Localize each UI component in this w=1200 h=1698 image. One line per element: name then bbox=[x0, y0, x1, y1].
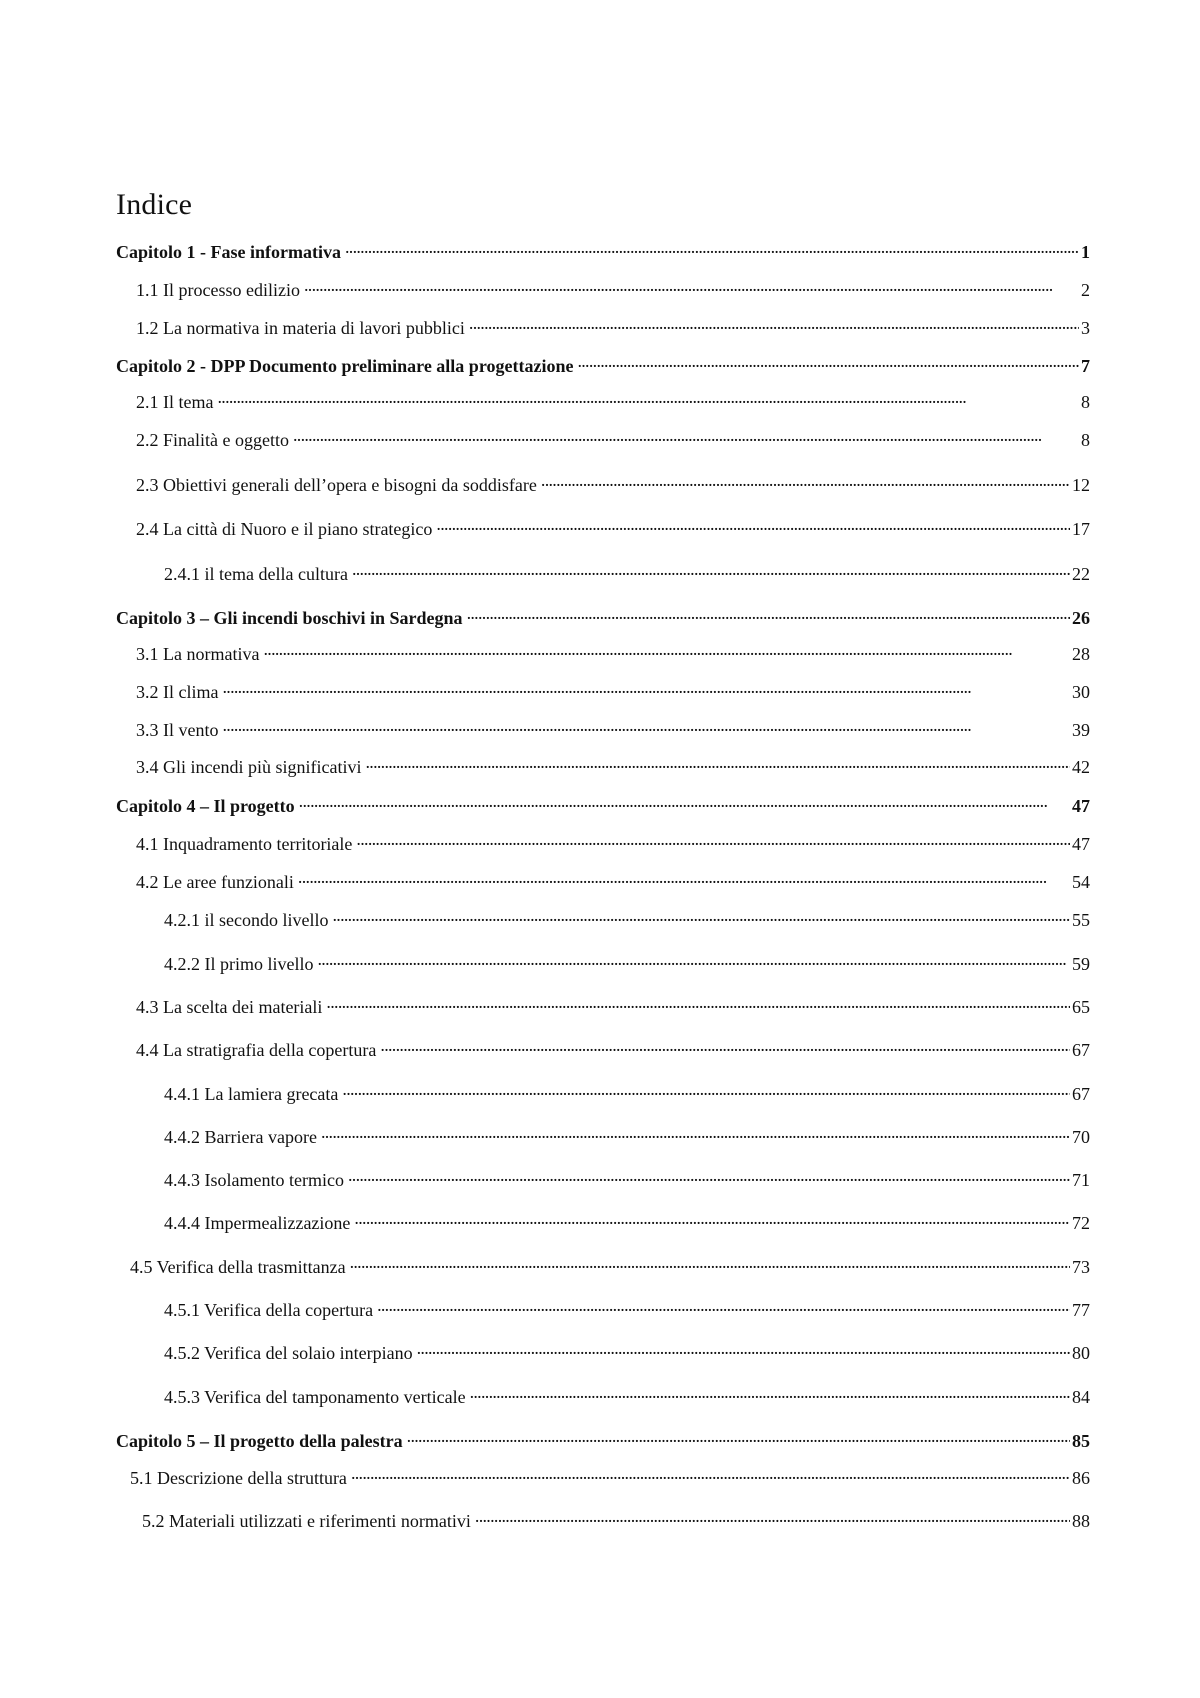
toc-entry-page-number: 30 bbox=[1072, 682, 1090, 702]
toc-entry-17[interactable] bbox=[136, 866, 1090, 893]
toc-entry-8[interactable] bbox=[136, 513, 1090, 540]
toc-entry-4[interactable] bbox=[116, 350, 1090, 377]
toc-entry-6[interactable] bbox=[136, 424, 1090, 451]
toc-entry-19[interactable] bbox=[164, 948, 1090, 975]
toc-entry-20[interactable] bbox=[136, 991, 1090, 1018]
toc-entry-page-number: 65 bbox=[1072, 997, 1090, 1017]
toc-dot-leader bbox=[436, 513, 1070, 535]
toc-entry-25[interactable] bbox=[164, 1207, 1090, 1234]
toc-entry-page-number: 67 bbox=[1072, 1040, 1090, 1060]
toc-entry-title: 2.4.1 il tema della cultura bbox=[164, 564, 348, 584]
toc-entry-title: 2.4 La città di Nuoro e il piano strategico bbox=[136, 519, 433, 539]
toc-dot-leader bbox=[467, 602, 1070, 624]
toc-dot-leader bbox=[348, 1164, 1070, 1186]
toc-entry-title: 4.4.4 Impermealizzazione bbox=[164, 1213, 351, 1233]
toc-entry-9[interactable] bbox=[164, 558, 1090, 585]
toc-entry-page-number: 77 bbox=[1072, 1300, 1090, 1320]
toc-entry-page-number: 12 bbox=[1072, 475, 1090, 495]
toc-entry-7[interactable] bbox=[136, 469, 1090, 496]
toc-entry-title: 1.1 Il processo edilizio bbox=[136, 280, 300, 300]
toc-dot-leader bbox=[541, 469, 1070, 491]
toc-dot-leader bbox=[326, 991, 1070, 1013]
toc-entry-27[interactable] bbox=[164, 1294, 1090, 1321]
toc-entry-page-number: 72 bbox=[1072, 1213, 1090, 1233]
toc-entry-page-number: 2 bbox=[1081, 280, 1090, 300]
toc-entry-page-number: 88 bbox=[1072, 1511, 1090, 1531]
toc-entry-18[interactable] bbox=[164, 904, 1090, 931]
toc-dot-leader bbox=[577, 350, 1079, 372]
toc-dot-leader bbox=[332, 904, 1070, 926]
toc-entry-title: 4.3 La scelta dei materiali bbox=[136, 997, 323, 1017]
toc-dot-leader bbox=[377, 1294, 1070, 1316]
toc-dot-leader bbox=[365, 751, 1070, 773]
toc-entry-title: 4.1 Inquadramento territoriale bbox=[136, 834, 353, 854]
toc-dot-leader bbox=[342, 1078, 1070, 1100]
toc-dot-leader bbox=[352, 558, 1070, 580]
toc-entry-page-number: 86 bbox=[1072, 1468, 1090, 1488]
toc-entry-2[interactable] bbox=[136, 274, 1090, 301]
toc-entry-title: 4.5.1 Verifica della copertura bbox=[164, 1300, 374, 1320]
toc-entry-3[interactable] bbox=[136, 312, 1090, 339]
toc-entry-29[interactable] bbox=[164, 1381, 1090, 1408]
toc-entry-title: 4.2.2 Il primo livello bbox=[164, 954, 314, 974]
toc-entry-32[interactable] bbox=[142, 1505, 1090, 1532]
toc-dot-leader bbox=[317, 948, 1070, 970]
toc-entry-title: 5.1 Descrizione della struttura bbox=[130, 1468, 347, 1488]
toc-entry-11[interactable] bbox=[136, 638, 1090, 665]
toc-entry-page-number: 71 bbox=[1072, 1170, 1090, 1190]
toc-entry-title: 2.1 Il tema bbox=[136, 392, 214, 412]
toc-dot-leader bbox=[293, 424, 1079, 446]
toc-dot-leader bbox=[469, 312, 1079, 334]
toc-entry-title: Capitolo 1 - Fase informativa bbox=[116, 242, 341, 262]
toc-entry-title: 1.2 La normativa in materia di lavori pubblici bbox=[136, 318, 465, 338]
toc-entry-title: 5.2 Materiali utilizzati e riferimenti normativi bbox=[142, 1511, 471, 1531]
toc-entry-page-number: 59 bbox=[1072, 954, 1090, 974]
toc-dot-leader bbox=[223, 714, 1071, 736]
toc-dot-leader bbox=[356, 828, 1070, 850]
toc-entry-page-number: 42 bbox=[1072, 757, 1090, 777]
toc-entry-title: 4.4.1 La lamiera grecata bbox=[164, 1084, 339, 1104]
toc-entry-24[interactable] bbox=[164, 1164, 1090, 1191]
toc-entry-31[interactable] bbox=[130, 1462, 1090, 1489]
toc-entry-page-number: 54 bbox=[1072, 872, 1090, 892]
toc-dot-leader bbox=[321, 1121, 1070, 1143]
toc-entry-title: 4.4.3 Isolamento termico bbox=[164, 1170, 344, 1190]
toc-entry-page-number: 39 bbox=[1072, 720, 1090, 740]
toc-entry-page-number: 85 bbox=[1072, 1431, 1090, 1451]
toc-entry-14[interactable] bbox=[136, 751, 1090, 778]
toc-dot-leader bbox=[417, 1337, 1070, 1359]
toc-entry-title: Capitolo 2 - DPP Documento preliminare alla progettazione bbox=[116, 356, 574, 376]
toc-entry-title: 4.2 Le aree funzionali bbox=[136, 872, 294, 892]
toc-entry-page-number: 8 bbox=[1081, 392, 1090, 412]
toc-entry-5[interactable] bbox=[136, 386, 1090, 413]
toc-entry-page-number: 26 bbox=[1072, 608, 1090, 628]
toc-entry-13[interactable] bbox=[136, 714, 1090, 741]
toc-entry-1[interactable] bbox=[116, 236, 1090, 263]
toc-dot-leader bbox=[351, 1462, 1070, 1484]
toc-dot-leader bbox=[304, 274, 1079, 296]
toc-dot-leader bbox=[350, 1251, 1070, 1273]
toc-entry-22[interactable] bbox=[164, 1078, 1090, 1105]
toc-entry-title: 4.5 Verifica della trasmittanza bbox=[130, 1257, 346, 1277]
toc-dot-leader bbox=[470, 1381, 1070, 1403]
toc-entry-30[interactable] bbox=[116, 1425, 1090, 1452]
toc-entry-15[interactable] bbox=[116, 790, 1090, 817]
toc-entry-page-number: 84 bbox=[1072, 1387, 1090, 1407]
toc-entry-page-number: 17 bbox=[1072, 519, 1090, 539]
toc-entry-page-number: 22 bbox=[1072, 564, 1090, 584]
toc-entry-title: 3.2 Il clima bbox=[136, 682, 219, 702]
toc-entry-title: Capitolo 3 – Gli incendi boschivi in Sardegna bbox=[116, 608, 463, 628]
toc-entry-page-number: 67 bbox=[1072, 1084, 1090, 1104]
toc-entry-12[interactable] bbox=[136, 676, 1090, 703]
toc-dot-leader bbox=[345, 236, 1079, 258]
toc-entry-title: 4.5.3 Verifica del tamponamento verticale bbox=[164, 1387, 466, 1407]
toc-entry-title: Capitolo 4 – Il progetto bbox=[116, 796, 295, 816]
toc-dot-leader bbox=[217, 386, 1079, 408]
toc-dot-leader bbox=[222, 676, 1070, 698]
toc-entry-26[interactable] bbox=[130, 1251, 1090, 1278]
toc-dot-leader bbox=[475, 1505, 1070, 1527]
toc-dot-leader bbox=[263, 638, 1070, 660]
toc-entry-page-number: 3 bbox=[1081, 318, 1090, 338]
toc-entry-23[interactable] bbox=[164, 1121, 1090, 1148]
toc-entry-title: 4.4 La stratigrafia della copertura bbox=[136, 1040, 377, 1060]
table-of-contents bbox=[116, 0, 1090, 1698]
toc-entry-page-number: 1 bbox=[1081, 242, 1090, 262]
toc-entry-title: 4.5.2 Verifica del solaio interpiano bbox=[164, 1343, 413, 1363]
toc-entry-page-number: 73 bbox=[1072, 1257, 1090, 1277]
toc-entry-page-number: 8 bbox=[1081, 430, 1090, 450]
toc-entry-28[interactable] bbox=[164, 1337, 1090, 1364]
toc-entry-title: 3.1 La normativa bbox=[136, 644, 260, 664]
toc-entry-page-number: 28 bbox=[1072, 644, 1090, 664]
toc-entry-page-number: 47 bbox=[1072, 796, 1090, 816]
toc-dot-leader bbox=[354, 1207, 1070, 1229]
toc-entry-title: 2.2 Finalità e oggetto bbox=[136, 430, 289, 450]
toc-entry-16[interactable] bbox=[136, 828, 1090, 855]
toc-entry-title: 4.4.2 Barriera vapore bbox=[164, 1127, 317, 1147]
toc-dot-leader bbox=[299, 790, 1070, 812]
toc-entry-10[interactable] bbox=[116, 602, 1090, 629]
toc-entry-page-number: 55 bbox=[1072, 910, 1090, 930]
toc-entry-title: 3.3 Il vento bbox=[136, 720, 219, 740]
toc-entry-title: 3.4 Gli incendi più significativi bbox=[136, 757, 362, 777]
toc-entry-title: 4.2.1 il secondo livello bbox=[164, 910, 329, 930]
toc-entry-page-number: 7 bbox=[1081, 356, 1090, 376]
toc-dot-leader bbox=[298, 866, 1070, 888]
page-title: Indice bbox=[116, 188, 193, 222]
toc-entry-21[interactable] bbox=[136, 1034, 1090, 1061]
toc-dot-leader bbox=[380, 1034, 1070, 1056]
toc-entry-page-number: 47 bbox=[1072, 834, 1090, 854]
toc-entry-page-number: 80 bbox=[1072, 1343, 1090, 1363]
toc-entry-page-number: 70 bbox=[1072, 1127, 1090, 1147]
toc-entry-title: Capitolo 5 – Il progetto della palestra bbox=[116, 1431, 403, 1451]
toc-dot-leader bbox=[407, 1425, 1070, 1447]
toc-entry-title: 2.3 Obiettivi generali dell’opera e bisogni da soddisfare bbox=[136, 475, 537, 495]
